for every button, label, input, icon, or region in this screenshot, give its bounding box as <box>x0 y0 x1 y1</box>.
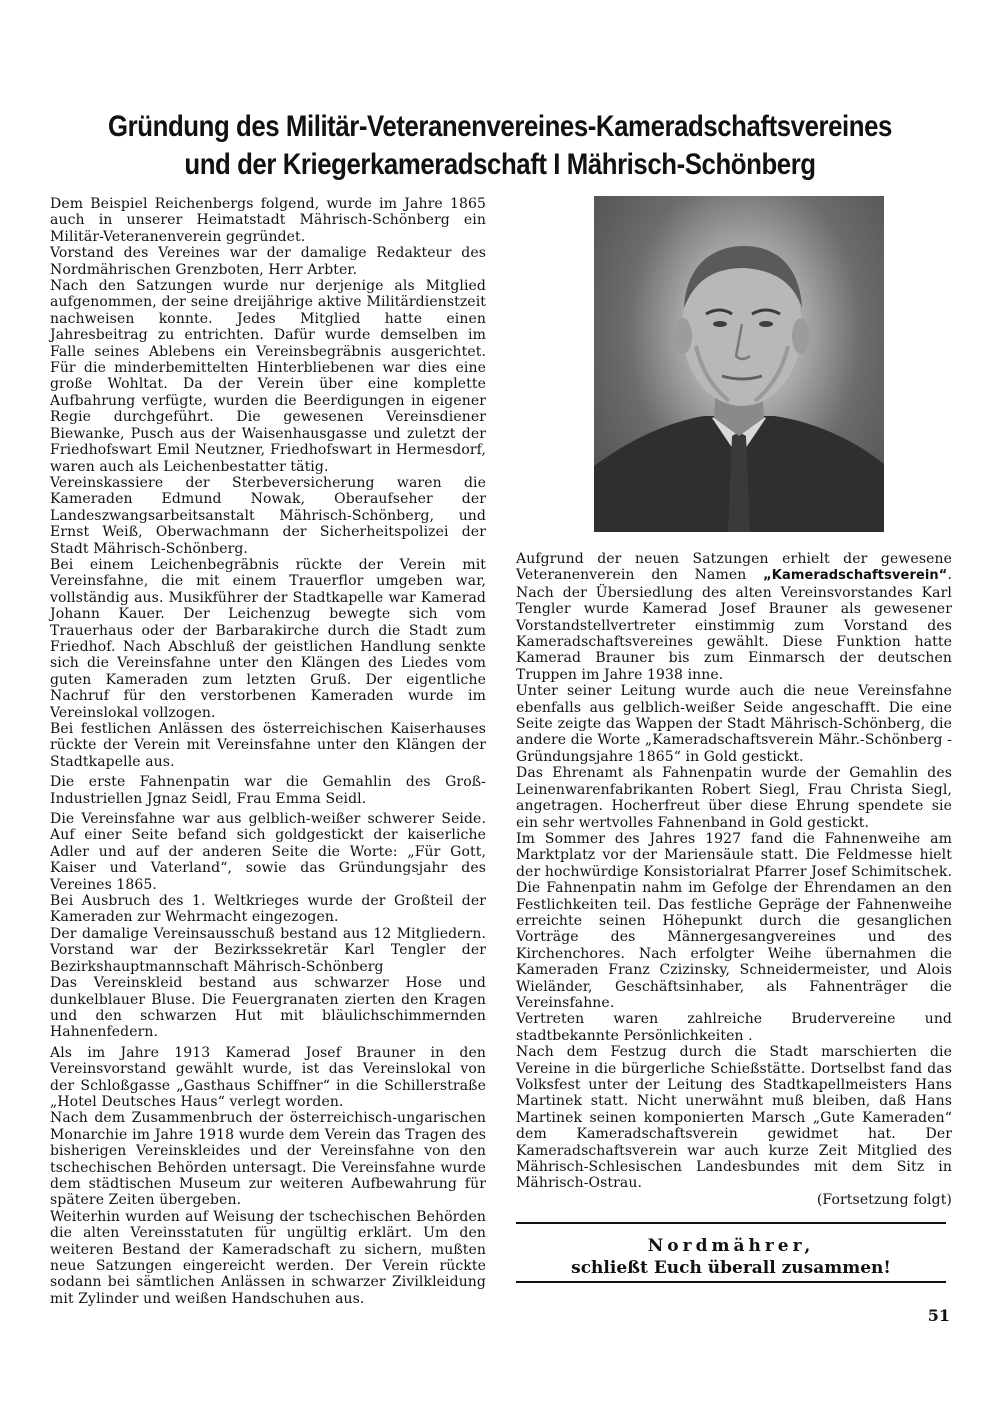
paragraph: Bei einem Leichenbegräbnis rückte der Verein mit Vereinsfahne, die mit einem Trauerflor umgeben war, vollständig aus. Musikführer der Stadtkapelle war Kamerad Johann Kauer. Der Leichenzug bewegte sich vom Trauerhaus oder der Barbarakirche durch die Stadt zum Friedhof. Nach Abschluß der geistlichen Handlung senkte sich die Vereinsfahne unter den Klängen des Liedes vom guten Kameraden zum letzten Gruß. Der eigentliche Nachruf für den verstorbenen Kameraden wurde im Vereinslokal vollzogen. <box>50 556 486 721</box>
slogan-line-2: schließt Euch überall zusammen! <box>571 1258 891 1278</box>
title-line-1: Gründung des Militär-Veteranenvereines-Kameradschaftsvereines <box>108 110 892 143</box>
paragraph: Das Vereinskleid bestand aus schwarzer Hose und dunkelblauer Bluse. Die Feuergranaten zierten den Kragen und den schwarzen Hut mit bläulichschimmernden Hahnenfedern. <box>50 975 486 1041</box>
paragraph: Die erste Fahnenpatin war die Gemahlin des Groß-Industriellen Jgnaz Seidl, Frau Emma Seidl. <box>50 774 486 807</box>
paragraph: Dem Beispiel Reichenbergs folgend, wurde im Jahre 1865 auch in unserer Heimatstadt Mährisch-Schönberg ein Militär-Veteranenverein gegründet. <box>50 196 486 245</box>
title-line-2: und der Kriegerkameradschaft I Mährisch-Schönberg <box>184 148 816 181</box>
paragraph: Als im Jahre 1913 Kamerad Josef Brauner in den Vereinsvorstand gewählt wurde, ist das Vereinslokal von der Schloßgasse „Gasthaus Schiffner“ in die Schillerstraße „Hotel Deutsches Haus“ verlegt worden. <box>50 1044 486 1110</box>
paragraph: Der damalige Vereinsausschuß bestand aus 12 Mitgliedern. Vorstand war der Bezirkssekretär Karl Tengler der Bezirkshauptmannschaft Mährisch-Schönberg <box>50 925 486 975</box>
paragraph: Bei Ausbruch des 1. Weltkrieges wurde der Großteil der Kameraden zur Wehrmacht eingezogen. <box>50 893 486 926</box>
paragraph: Bei festlichen Anlässen des österreichischen Kaiserhauses rückte der Verein mit Vereinsfahne unter den Klängen der Stadtkapelle aus. <box>50 721 486 770</box>
divider-top <box>516 1222 946 1224</box>
article-title <box>104 108 895 184</box>
paragraph-text: . Nach der Übersiedlung des alten Vereinsvorstandes Karl Tengler wurde Kamerad Josef Brauner als gewesener Vorstandstellvertreter einstimmig zum Vorstand des Kameradschaftsvereines gewählt. Diese Funktion hatte Kamerad Brauner bis zum Einmarsch der deutschen Truppen im Jahre 1938 inne. <box>516 567 952 683</box>
divider-bottom <box>516 1281 946 1283</box>
paragraph: Weiterhin wurden auf Weisung der tschechischen Behörden die alten Vereinsstatuten für ungültig erklärt. Um den weiteren Bestand der Kameradschaft zu sichern, mußten neue Satzungen eingereicht werden. Der Verein rückte sodann bei sämtlichen Anlässen in schwarzer Zivilkleidung mit Zylinder und weißen Handschuhen aus. <box>50 1208 486 1307</box>
right-column <box>516 551 952 1208</box>
paragraph: Die Vereinsfahne war aus gelblich-weißer schwerer Seide. Auf einer Seite befand sich goldgestickt der kaiserliche Adler und auf der anderen Seite die Worte: „Für Gott, Kaiser und Vaterland“, sowie das Gründungsjahr des Vereines 1865. <box>50 811 486 893</box>
paragraph <box>516 551 952 683</box>
paragraph: Vereinskassiere der Sterbeversicherung waren die Kameraden Edmund Nowak, Oberaufseher der Landeszwangsarbeitsanstalt Mährisch-Schönberg, und Ernst Weiß, Oberwachmann der Sicherheitspolizei der Stadt Mährisch-Schönberg. <box>50 474 486 557</box>
portrait-figure <box>594 196 884 532</box>
paragraph: Im Sommer des Jahres 1927 fand die Fahnenweihe am Marktplatz vor der Mariensäule statt. Die Feldmesse hielt der hochwürdige Konsistorialrat Pfarrer Josef Schimitschek. Die Fahnenpatin nahm im Gefolge der Ehrendamen an den Festlichkeiten teil. Das festliche Gepräge der Fahnenweihe erreichte seinen Höhepunkt durch die gesanglichen Vorträge des Männergesangvereines und des Kirchenchores. Nach erfolgter Weihe übernahmen die Kameraden Franz Czizinsky, Schneidermeister, und Alois Wieländer, Geschäftsinhaber, als Fahnenträger die Vereinsfahne. <box>516 830 952 1011</box>
paragraph: Das Ehrenamt als Fahnenpatin wurde der Gemahlin des Leinenwarenfabrikanten Robert Siegl, Frau Christa Siegl, angetragen. Hocherfreut über diese Ehrung spendete sie ein sehr wertvolles Fahnenband in Gold gestickt. <box>516 765 952 831</box>
paragraph: Vorstand des Vereines war der damalige Redakteur des Nordmährischen Grenzboten, Herr Arbter. <box>50 245 486 278</box>
page-number: 51 <box>927 1306 950 1325</box>
slogan-line-1: Nordmährer, <box>647 1236 815 1256</box>
left-column <box>50 196 486 1307</box>
continuation-note: (Fortsetzung folgt) <box>816 1191 952 1208</box>
paragraph: Nach dem Festzug durch die Stadt marschierten die Vereine in die bürgerliche Schießstätte. Dortselbst fand das Volksfest unter der Leitung des Stadtkapellmeisters Hans Martinek statt. Nicht unerwähnt muß bleiben, daß Hans Martinek seinen komponierten Marsch „Gute Kameraden“ dem Kameradschaftsverein gewidmet hat. Der Kameradschaftsverein war auch kurze Zeit Mitglied des Mährisch-Schlesischen Landesbundes mit dem Sitz in Mährisch-Ostrau. <box>516 1044 952 1192</box>
club-name: „Kameradschaftsverein“ <box>763 568 948 584</box>
slogan <box>516 1235 946 1279</box>
portrait-photo <box>594 196 884 532</box>
paragraph-text: Aufgrund der neuen Satzungen erhielt der gewesene Veteranenverein den Namen <box>516 551 952 584</box>
paragraph: Vertreten waren zahlreiche Brudervereine und stadtbekannte Persönlichkeiten . <box>516 1011 952 1044</box>
paragraph: Nach den Satzungen wurde nur derjenige als Mitglied aufgenommen, der seine dreijährige aktive Militärdienstzeit nachweisen konnte. Jedes Mitglied hatte einen Jahresbeitrag zu entrichten. Dafür wurde demselben im Falle seines Ablebens ein Vereinsbegräbnis ausgerichtet. Für die minderbemittelten Hinterbliebenen war dies eine große Wohltat. Da der Verein über eine komplette Aufbahrung verfügte, wurden die Beerdigungen in eigener Regie durchgeführt. Die gewesenen Vereinsdiener Biewanke, Pusch aus der Waisenhausgasse und zuletzt der Friedhofswart Emil Neutzner, Friedhofswart in Hermesdorf, waren auch als Leichenbestatter tätig. <box>50 278 486 475</box>
paragraph: Unter seiner Leitung wurde auch die neue Vereinsfahne ebenfalls aus gelblich-weißer Seide angeschafft. Die eine Seite zeigte das Wappen der Stadt Mährisch-Schönberg, die andere die Worte „Kameradschaftsverein Mähr.-Schönberg - Gründungsjahre 1865“ in Gold gestickt. <box>516 683 952 765</box>
paragraph: Nach dem Zusammenbruch der österreichisch-ungarischen Monarchie im Jahre 1918 wurde dem Verein das Tragen des bisherigen Vereinskleides und der Vereinsfahne von den tschechischen Behörden untersagt. Die Vereinsfahne wurde dem städtischen Museum zur weiteren Aufbewahrung für spätere Zeiten übergeben. <box>50 1110 486 1209</box>
